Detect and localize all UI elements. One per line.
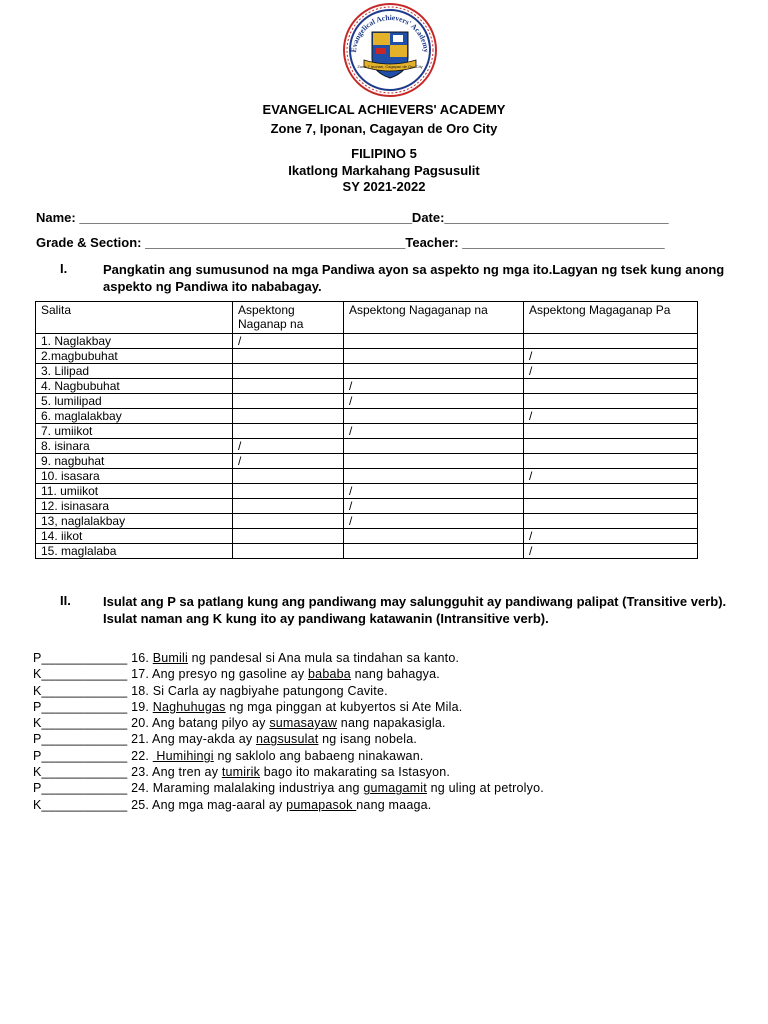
item-number: 17. xyxy=(131,667,150,682)
verb-cell: 8. isinara xyxy=(36,439,233,454)
item-answer[interactable]: P xyxy=(33,781,42,796)
check-cell[interactable]: / xyxy=(344,394,524,409)
item-verb: nagsusulat xyxy=(255,732,319,747)
check-cell[interactable] xyxy=(233,349,344,364)
verb-cell: 6. maglalakbay xyxy=(36,409,233,424)
section-1-instructions: Pangkatin ang sumusunod na mga Pandiwa ayon sa aspekto ng mga ito.Lagyan ng tsek kung anong aspekto ng Pandiwa ito nababagay. xyxy=(103,262,725,294)
check-cell[interactable] xyxy=(524,514,698,529)
table-row xyxy=(36,469,698,484)
item-text: ng isang nobela. xyxy=(318,732,418,747)
logo-ring-text: Evangelical Achievers' Academy xyxy=(348,12,431,53)
school-year: SY 2021-2022 xyxy=(342,179,426,194)
item-text: bago ito makarating sa Istasyon. xyxy=(260,765,451,780)
item-number: 24. xyxy=(131,781,150,796)
item-number: 19. xyxy=(131,699,150,714)
item-blank[interactable]: ____________ xyxy=(41,683,128,698)
subject-title: FILIPINO 5 xyxy=(351,146,417,161)
school-logo xyxy=(342,2,438,98)
verb-cell: 13, naglalakbay xyxy=(36,514,233,529)
check-cell[interactable] xyxy=(344,409,524,424)
item-answer[interactable]: K xyxy=(33,667,42,682)
check-cell[interactable] xyxy=(524,424,698,439)
table-header-cell: Salita xyxy=(36,302,233,334)
item-verb: pumapasok xyxy=(286,797,357,812)
item-answer[interactable]: K xyxy=(33,765,42,780)
table-header-cell: Aspektong Nagaganap na xyxy=(344,302,524,334)
check-cell[interactable] xyxy=(233,529,344,544)
list-item xyxy=(33,780,544,796)
table-row xyxy=(36,409,698,424)
section-2-number: II. xyxy=(60,593,71,608)
check-cell[interactable] xyxy=(524,439,698,454)
item-blank[interactable]: ____________ xyxy=(41,765,128,780)
item-text: Ang may-akda ay xyxy=(152,732,256,747)
item-blank[interactable]: ____________ xyxy=(41,667,128,682)
school-name: EVANGELICAL ACHIEVERS' ACADEMY xyxy=(262,102,506,117)
item-number: 16. xyxy=(131,651,150,665)
check-cell[interactable]: / xyxy=(344,499,524,514)
item-answer[interactable]: K xyxy=(33,716,42,731)
check-cell[interactable] xyxy=(344,439,524,454)
verb-cell: 1. Naglakbay xyxy=(36,334,233,349)
item-answer[interactable]: P xyxy=(33,651,42,665)
verb-cell: 11. umiikot xyxy=(36,484,233,499)
check-cell[interactable] xyxy=(524,499,698,514)
item-answer[interactable]: K xyxy=(33,797,42,812)
verb-cell: 10. isasara xyxy=(36,469,233,484)
item-answer[interactable]: P xyxy=(33,732,42,747)
school-seal-icon xyxy=(342,2,438,98)
item-text: ng uling at petrolyo. xyxy=(426,781,544,796)
check-cell[interactable] xyxy=(344,544,524,559)
item-number: 21. xyxy=(131,732,150,747)
verb-cell: 5. lumilipad xyxy=(36,394,233,409)
item-answer[interactable]: K xyxy=(33,683,42,698)
item-blank[interactable]: ____________ xyxy=(41,732,128,747)
item-verb: sumasayaw xyxy=(269,716,338,731)
item-text: Ang mga mag-aaral ay xyxy=(152,797,287,812)
list-item xyxy=(33,715,544,731)
verb-cell: 12. isinasara xyxy=(36,499,233,514)
table-row xyxy=(36,439,698,454)
verb-cell: 7. umiikot xyxy=(36,424,233,439)
item-blank[interactable]: ____________ xyxy=(41,651,128,665)
item-verb: tumirik xyxy=(221,765,261,780)
item-number: 18. xyxy=(131,683,150,698)
exam-title: Ikatlong Markahang Pagsusulit xyxy=(288,163,480,178)
verb-cell: 15. maglalaba xyxy=(36,544,233,559)
list-item xyxy=(33,650,544,666)
list-item xyxy=(33,731,544,747)
check-cell[interactable]: / xyxy=(233,439,344,454)
check-cell[interactable]: / xyxy=(524,409,698,424)
item-text: Si Carla ay nagbiyahe patungong Cavite. xyxy=(152,683,388,698)
item-text: nang napakasigla. xyxy=(337,716,446,731)
item-text: Ang batang pilyo ay xyxy=(152,716,270,731)
verb-cell: 2.magbubuhat xyxy=(36,349,233,364)
list-item xyxy=(33,699,544,715)
check-cell[interactable] xyxy=(233,469,344,484)
check-cell[interactable] xyxy=(233,544,344,559)
check-cell[interactable]: / xyxy=(344,379,524,394)
check-cell[interactable] xyxy=(344,454,524,469)
check-cell[interactable] xyxy=(233,409,344,424)
check-cell[interactable] xyxy=(524,394,698,409)
check-cell[interactable]: / xyxy=(524,364,698,379)
list-item xyxy=(33,764,544,780)
check-cell[interactable] xyxy=(233,499,344,514)
table-row xyxy=(36,334,698,349)
aspect-table xyxy=(35,301,698,559)
item-blank[interactable]: ____________ xyxy=(41,748,128,763)
item-number: 25. xyxy=(131,797,150,812)
check-cell[interactable]: / xyxy=(524,544,698,559)
table-row xyxy=(36,544,698,559)
check-cell[interactable] xyxy=(524,484,698,499)
table-row xyxy=(36,349,698,364)
check-cell[interactable] xyxy=(524,379,698,394)
table-header-row xyxy=(36,302,698,334)
check-cell[interactable] xyxy=(524,334,698,349)
item-number: 20. xyxy=(131,716,150,731)
list-item xyxy=(33,683,544,699)
table-header-cell: Aspektong Magaganap Pa xyxy=(524,302,698,334)
name-date-line[interactable]: Name: ______________________________________________Date:_______________________________ xyxy=(36,210,669,225)
answer-list xyxy=(33,650,544,813)
item-text: ng mga pinggan at kubyertos si Ate Mila. xyxy=(225,699,463,714)
table-row xyxy=(36,499,698,514)
check-cell[interactable]: / xyxy=(344,484,524,499)
check-cell[interactable]: / xyxy=(344,514,524,529)
item-verb: bababa xyxy=(308,667,351,682)
verb-cell: 9. nagbuhat xyxy=(36,454,233,469)
item-verb: Humihingi xyxy=(152,748,214,763)
check-cell[interactable] xyxy=(344,469,524,484)
item-number: 23. xyxy=(131,765,150,780)
grade-teacher-line[interactable]: Grade & Section: ____________________________________Teacher: ____________________________ xyxy=(36,235,665,250)
item-text: Ang presyo ng gasoline ay xyxy=(152,667,309,682)
item-text: Maraming malalaking industriya ang xyxy=(152,781,364,796)
table-row xyxy=(36,454,698,469)
item-verb: Naghuhugas xyxy=(152,699,226,714)
check-cell[interactable] xyxy=(233,514,344,529)
item-text: Ang tren ay xyxy=(152,765,222,780)
check-cell[interactable]: / xyxy=(524,529,698,544)
check-cell[interactable] xyxy=(233,379,344,394)
table-header-cell: Aspektong Naganap na xyxy=(233,302,344,334)
check-cell[interactable] xyxy=(233,484,344,499)
check-cell[interactable]: / xyxy=(524,469,698,484)
item-number: 22. xyxy=(131,748,150,763)
table-row xyxy=(36,364,698,379)
verb-cell: 3. Lilipad xyxy=(36,364,233,379)
table-row xyxy=(36,514,698,529)
item-blank[interactable]: ____________ xyxy=(41,716,128,731)
table-row xyxy=(36,394,698,409)
item-answer[interactable]: P xyxy=(33,748,42,763)
check-cell[interactable]: / xyxy=(233,454,344,469)
check-cell[interactable] xyxy=(233,424,344,439)
check-cell[interactable]: / xyxy=(233,334,344,349)
list-item xyxy=(33,666,544,682)
check-cell[interactable] xyxy=(233,394,344,409)
item-verb: Bumili xyxy=(152,651,188,665)
table-row xyxy=(36,484,698,499)
check-cell[interactable]: / xyxy=(524,349,698,364)
item-answer[interactable]: P xyxy=(33,699,42,714)
item-blank[interactable]: ____________ xyxy=(41,699,128,714)
item-text: ng saklolo ang babaeng ninakawan. xyxy=(213,748,424,763)
table-row xyxy=(36,379,698,394)
verb-cell: 4. Nagbubuhat xyxy=(36,379,233,394)
list-item xyxy=(33,748,544,764)
item-text: nang maaga. xyxy=(356,797,432,812)
list-item xyxy=(33,797,544,813)
item-text: nang bahagya. xyxy=(350,667,440,682)
item-blank[interactable]: ____________ xyxy=(41,797,128,812)
item-verb: gumagamit xyxy=(363,781,427,796)
check-cell[interactable] xyxy=(344,349,524,364)
check-cell[interactable] xyxy=(344,334,524,349)
table-row xyxy=(36,424,698,439)
table-row xyxy=(36,529,698,544)
check-cell[interactable] xyxy=(524,454,698,469)
section-1-number: I. xyxy=(60,261,68,276)
check-cell[interactable] xyxy=(344,529,524,544)
check-cell[interactable] xyxy=(344,364,524,379)
school-address: Zone 7, Iponan, Cagayan de Oro City xyxy=(270,121,498,136)
check-cell[interactable]: / xyxy=(344,424,524,439)
verb-cell: 14. iikot xyxy=(36,529,233,544)
item-blank[interactable]: ____________ xyxy=(41,781,128,796)
item-text: ng pandesal si Ana mula sa tindahan sa kanto. xyxy=(187,651,460,665)
section-2-instructions: Isulat ang P sa patlang kung ang pandiwang may salungguhit ay pandiwang palipat (Transitive verb). Isulat naman ang K kung ito ay pandiwang katawanin (Intransitive verb). xyxy=(103,594,727,626)
logo-bottom-text: Zone 7 Iponan, Cagayan de Oro City xyxy=(357,64,423,69)
check-cell[interactable] xyxy=(233,364,344,379)
